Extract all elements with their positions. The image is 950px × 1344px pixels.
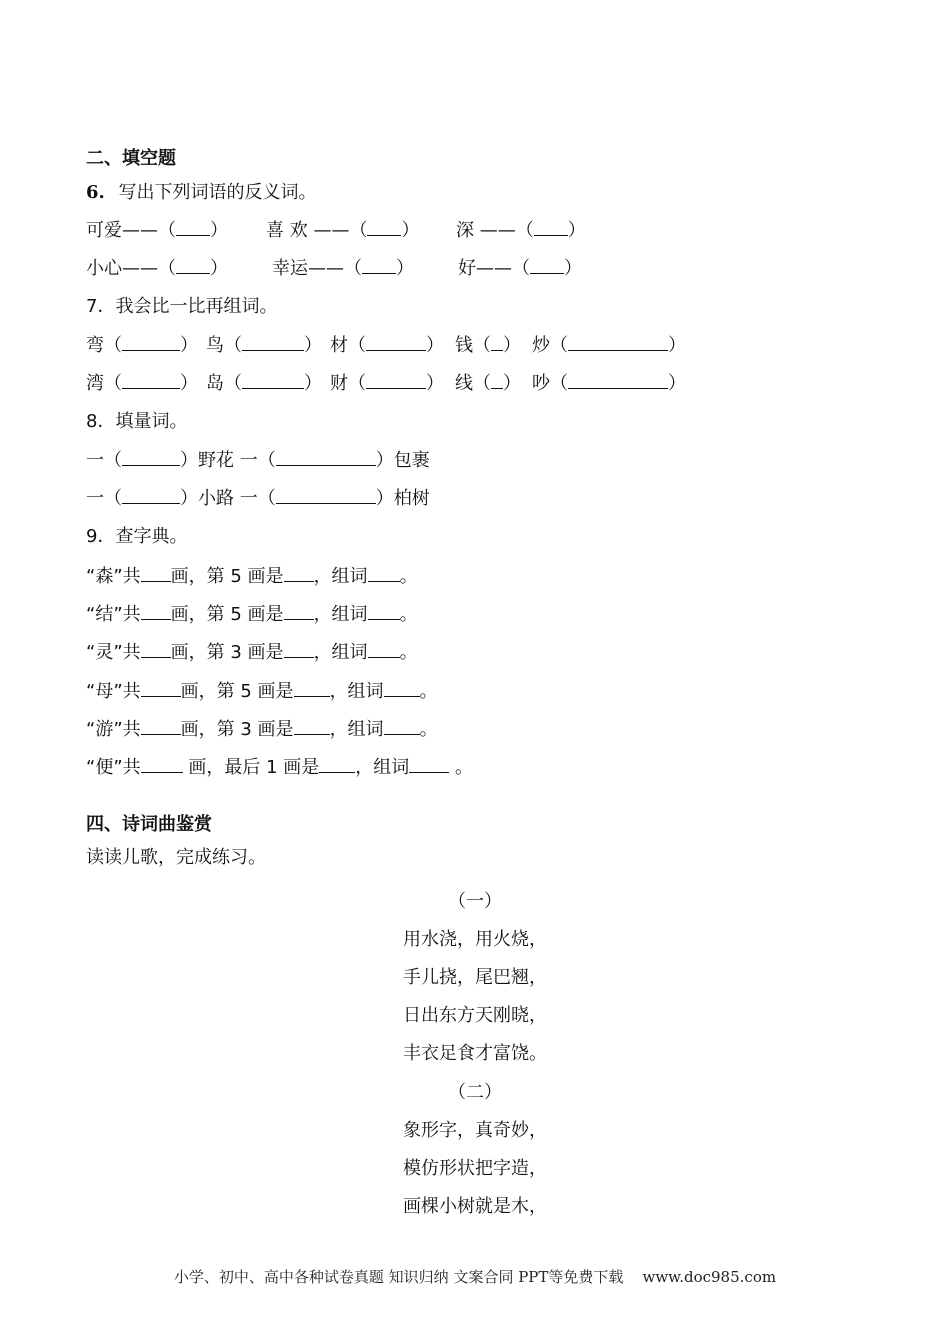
answer-blank[interactable] [276,485,376,504]
answer-blank[interactable] [176,255,210,274]
q8-row-2: 一（ ）小路 一（ ）柏树 [86,485,430,512]
poem-part-label: （二） [448,1082,502,1103]
q6-number: 6. [86,182,105,203]
q6-word: 好——（ [458,258,530,279]
answer-blank[interactable] [141,563,171,582]
poem-line: 模仿形状把字造， [403,1158,547,1179]
section-heading-fill-blank: 二、填空题 [86,148,176,169]
answer-blank[interactable] [530,255,564,274]
answer-blank[interactable] [491,332,503,351]
answer-blank[interactable] [384,716,420,735]
q6-word: 小心——（ [86,258,176,279]
answer-blank[interactable] [368,639,400,658]
answer-blank[interactable] [568,370,668,389]
answer-blank[interactable] [284,601,314,620]
q9-row: “结”共 画，第 5 画是 ，组词 。 [86,601,418,628]
q8-title: 8．填量词。 [86,411,188,432]
answer-blank[interactable] [141,678,181,697]
poem-line: 丰衣足食才富饶。 [403,1043,547,1064]
answer-blank[interactable] [409,754,449,773]
answer-blank[interactable] [319,754,355,773]
answer-blank[interactable] [384,678,420,697]
answer-blank[interactable] [122,485,180,504]
answer-blank[interactable] [294,716,330,735]
answer-blank[interactable] [122,332,180,351]
page-footer: 小学、初中、高中各种试卷真题 知识归纳 文案合同 PPT等免费下载 www.doc985.com [173,1268,777,1286]
poem-line: 手儿挠，尾巴翘， [403,967,547,988]
answer-blank[interactable] [568,332,668,351]
answer-blank[interactable] [367,217,401,236]
section-heading-poetry: 四、诗词曲鉴赏 [86,814,212,835]
answer-blank[interactable] [122,447,180,466]
q9-row: “游”共 画，第 3 画是 ，组词 。 [86,716,438,743]
answer-blank[interactable] [368,601,400,620]
q6-word: 可爱——（ [86,220,176,241]
poem-line: 象形字，真奇妙， [403,1120,547,1141]
answer-blank[interactable] [284,639,314,658]
answer-blank[interactable] [294,678,330,697]
q9-title: 9．查字典。 [86,526,188,547]
q6-word: 喜 欢 ——（ [266,220,368,241]
answer-blank[interactable] [534,217,568,236]
answer-blank[interactable] [141,601,171,620]
answer-blank[interactable] [122,370,180,389]
answer-blank[interactable] [491,370,503,389]
answer-blank[interactable] [141,754,183,773]
answer-blank[interactable] [366,370,426,389]
answer-blank[interactable] [276,447,376,466]
q6-prompt [86,180,317,206]
q6-word: 幸运——（ [272,258,362,279]
q8-row-1: 一（ ）野花 一（ ）包裹 [86,447,430,474]
poem-part-label: （一） [448,891,502,912]
answer-blank[interactable] [242,332,304,351]
answer-blank[interactable] [141,716,181,735]
q9-row: “便”共 画，最后 1 画是 ，组词 。 [86,754,473,781]
answer-blank[interactable] [366,332,426,351]
q7-title: 7．我会比一比再组词。 [86,296,278,317]
answer-blank[interactable] [242,370,304,389]
answer-blank[interactable] [284,563,314,582]
answer-blank[interactable] [368,563,400,582]
poem-line: 用水浇，用火烧， [403,929,547,950]
answer-blank[interactable] [176,217,210,236]
q6-text: 写出下列词语的反义词。 [118,182,317,203]
q9-row: “灵”共 画，第 3 画是 ，组词 。 [86,639,418,666]
poem-line: 画棵小树就是木， [403,1196,547,1217]
q6-word: 深 ——（ [456,220,534,241]
section4-intro: 读读儿歌，完成练习。 [86,847,266,868]
poem-line: 日出东方天刚晓， [403,1005,547,1026]
q9-row: “森”共 画，第 5 画是 ，组词 。 [86,563,418,590]
answer-blank[interactable] [362,255,396,274]
q9-row: “母”共 画，第 5 画是 ，组词 。 [86,678,438,705]
answer-blank[interactable] [141,639,171,658]
